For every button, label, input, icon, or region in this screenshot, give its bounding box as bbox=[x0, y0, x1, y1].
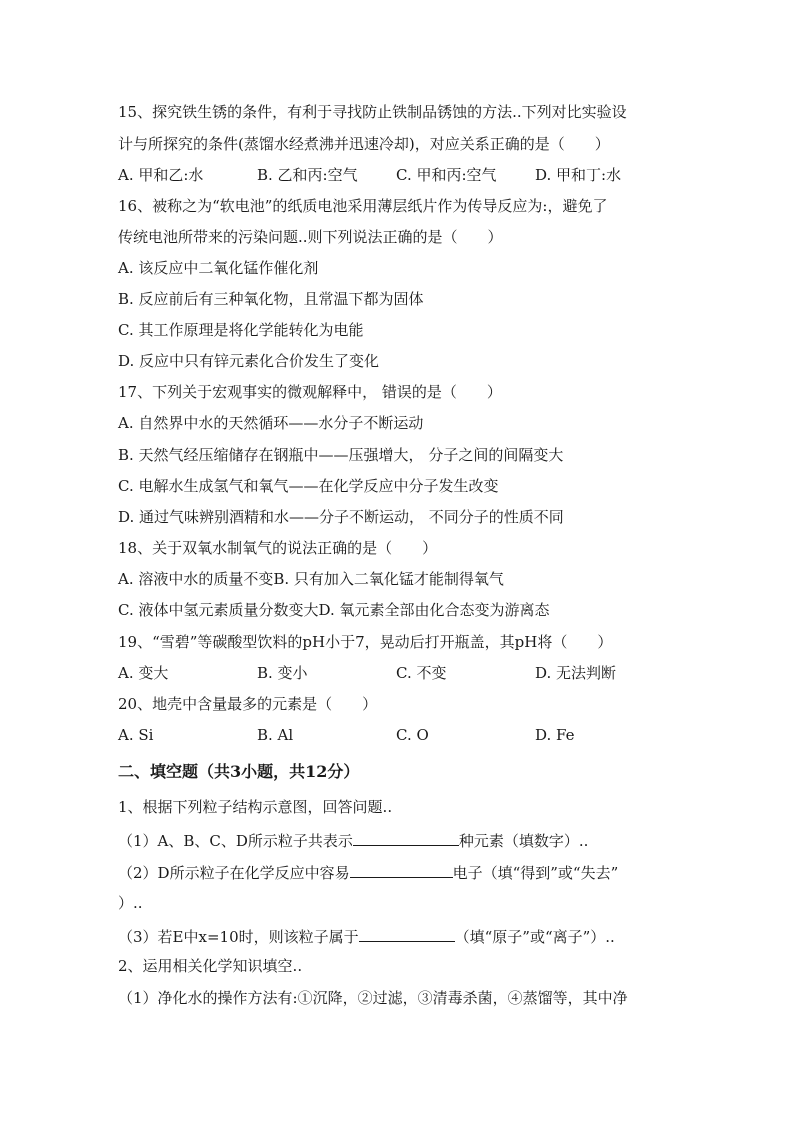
q20-option-c: C. O bbox=[396, 726, 429, 744]
q20-option-b: B. Al bbox=[257, 726, 294, 744]
f1-part1-suffix: 种元素（填数字）.. bbox=[458, 832, 589, 850]
q16-option-c: C. 其工作原理是将化学能转化为电能 bbox=[118, 321, 364, 339]
q19-option-b: B. 变小 bbox=[257, 664, 308, 682]
q15-stem-line2: 计与所探究的条件(蒸馏水经煮沸并迅速冷却)，对应关系正确的是（ ） bbox=[118, 135, 610, 153]
f1-part1-blank[interactable] bbox=[353, 829, 459, 846]
q19-options bbox=[118, 663, 678, 683]
q16-option-b: B. 反应前后有三种氧化物，且常温下都为固体 bbox=[118, 290, 424, 308]
q16-stem-line1: 16、被称之为“软电池”的纸质电池采用薄层纸片作为传导反应为:，避免了 bbox=[118, 197, 608, 215]
q19-option-c: C. 不变 bbox=[396, 664, 447, 682]
f1-part1 bbox=[118, 829, 588, 851]
f1-part2-suffix: 电子（填“得到”或“失去” bbox=[452, 864, 619, 882]
q18-options-ab: A. 溶液中水的质量不变B. 只有加入二氧化锰才能制得氧气 bbox=[118, 570, 504, 588]
q15-option-b: B. 乙和丙:空气 bbox=[257, 166, 358, 184]
f2-part1: （1）净化水的操作方法有:①沉降，②过滤，③清毒杀菌，④蒸馏等，其中净 bbox=[118, 989, 628, 1007]
f1-part3-suffix: （填“原子”或“离子”）.. bbox=[454, 928, 615, 946]
f1-part1-prefix: （1）A、B、C、D所示粒子共表示 bbox=[118, 832, 353, 850]
f1-part2-blank[interactable] bbox=[350, 861, 453, 878]
q19-option-d: D. 无法判断 bbox=[535, 664, 617, 682]
f1-part2-prefix: （2）D所示粒子在化学反应中容易 bbox=[118, 864, 350, 882]
q19-option-a: A. 变大 bbox=[118, 664, 169, 682]
f1-part3-prefix: （3）若E中x=10时，则该粒子属于 bbox=[118, 928, 359, 946]
q20-options bbox=[118, 725, 678, 745]
q20-option-d: D. Fe bbox=[535, 726, 575, 744]
f1-part2-continuation: ）.. bbox=[118, 894, 143, 912]
f1-stem: 1、根据下列粒子结构示意图，回答问题.. bbox=[118, 798, 393, 816]
q17-option-b: B. 天然气经压缩储存在钢瓶中——压强增大， 分子之间的间隔变大 bbox=[118, 446, 564, 464]
q15-stem-line1: 15、探究铁生锈的条件，有利于寻找防止铁制品锈蚀的方法..下列对比实验设 bbox=[118, 103, 627, 121]
f2-stem: 2、运用相关化学知识填空.. bbox=[118, 957, 303, 975]
f1-part3-blank[interactable] bbox=[359, 925, 455, 942]
f1-part2 bbox=[118, 861, 618, 883]
q20-option-a: A. Si bbox=[118, 726, 154, 744]
q17-stem: 17、下列关于宏观事实的微观解释中， 错误的是（ ） bbox=[118, 383, 502, 401]
q19-stem: 19、“雪碧”等碳酸型饮料的pH小于7，晃动后打开瓶盖，其pH将（ ） bbox=[118, 633, 613, 651]
q17-option-d: D. 通过气味辨别酒精和水——分子不断运动， 不同分子的性质不同 bbox=[118, 508, 564, 526]
q18-options-cd: C. 液体中氢元素质量分数变大D. 氧元素全部由化合态变为游离态 bbox=[118, 601, 550, 619]
q15-options bbox=[118, 165, 678, 185]
q15-option-d: D. 甲和丁:水 bbox=[535, 166, 622, 184]
q17-option-c: C. 电解水生成氢气和氧气——在化学反应中分子发生改变 bbox=[118, 477, 499, 495]
q16-stem-line2: 传统电池所带来的污染问题..则下列说法正确的是（ ） bbox=[118, 228, 503, 246]
f1-part3 bbox=[118, 925, 615, 947]
q15-option-a: A. 甲和乙:水 bbox=[118, 166, 204, 184]
q20-stem: 20、地壳中含量最多的元素是（ ） bbox=[118, 695, 378, 713]
section-heading: 二、填空题（共3小题，共12分） bbox=[118, 762, 360, 781]
q16-option-a: A. 该反应中二氧化锰作催化剂 bbox=[118, 259, 319, 277]
q17-option-a: A. 自然界中水的天然循环——水分子不断运动 bbox=[118, 414, 424, 432]
q18-stem: 18、关于双氧水制氧气的说法正确的是（ ） bbox=[118, 539, 438, 557]
q15-option-c: C. 甲和丙:空气 bbox=[396, 166, 497, 184]
q16-option-d: D. 反应中只有锌元素化合价发生了变化 bbox=[118, 352, 380, 370]
